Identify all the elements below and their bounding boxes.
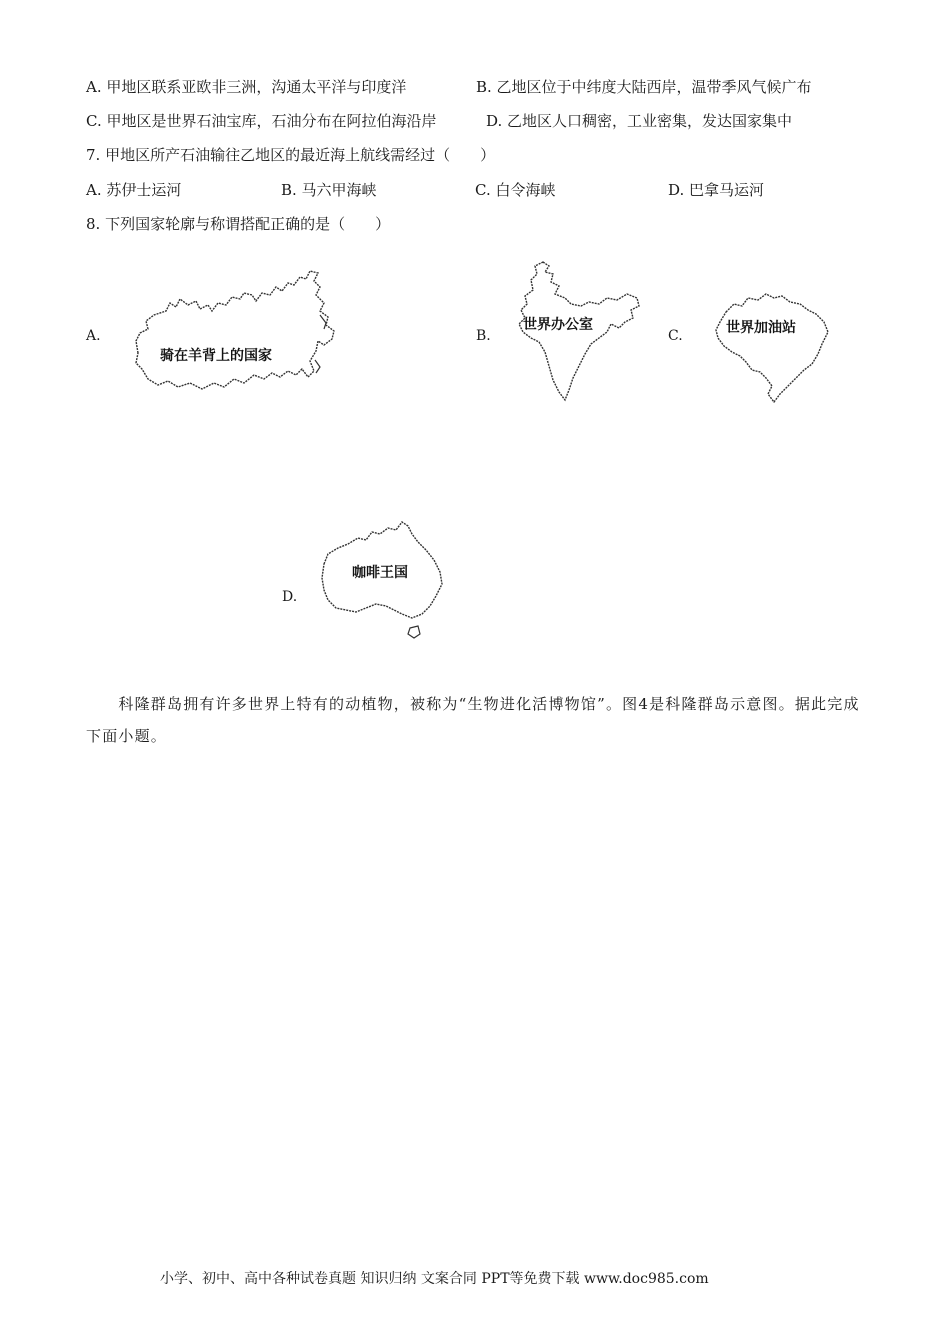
map-a-letter: A. (86, 328, 101, 344)
map-a-label: 骑在羊背上的国家 (160, 348, 272, 364)
q6-option-c: C. 甲地区是世界石油宝库，石油分布在阿拉伯海沿岸 (86, 112, 437, 130)
india-outline-icon (515, 258, 645, 403)
brazil-outline-icon (712, 290, 832, 405)
q6-option-b: B. 乙地区位于中纬度大陆西岸，温带季风气候广布 (476, 78, 812, 96)
map-b-letter: B. (476, 328, 491, 344)
q8-stem: 8. 下列国家轮廓与称谓搭配正确的是（ ） (86, 215, 391, 233)
russia-outline-icon (130, 265, 340, 400)
q7-option-a: A. 苏伊士运河 (86, 181, 182, 199)
q7-option-b: B. 马六甲海峡 (281, 181, 377, 199)
q7-option-d: D. 巴拿马运河 (668, 181, 765, 199)
q6-option-d: D. 乙地区人口稠密，工业密集，发达国家集中 (486, 112, 793, 130)
q6-option-a: A. 甲地区联系亚欧非三洲，沟通太平洋与印度洋 (86, 78, 407, 96)
q7-option-c: C. 白令海峡 (475, 181, 556, 199)
map-d-letter: D. (282, 589, 298, 605)
page-footer: 小学、初中、高中各种试卷真题 知识归纳 文案合同 PPT等免费下载 www.doc985.com (160, 1271, 709, 1287)
q7-stem: 7. 甲地区所产石油输往乙地区的最近海上航线需经过（ ） (86, 146, 496, 164)
map-b-label: 世界办公室 (523, 317, 593, 333)
map-d-label: 咖啡王国 (352, 565, 408, 581)
map-c-letter: C. (668, 328, 683, 344)
passage-text: 科隆群岛拥有许多世界上特有的动植物，被称为“生物进化活博物馆”。图4是科隆群岛示意图。据此完成下面小题。 (86, 695, 860, 745)
australia-outline-icon (318, 520, 446, 642)
map-c-label: 世界加油站 (726, 320, 796, 336)
